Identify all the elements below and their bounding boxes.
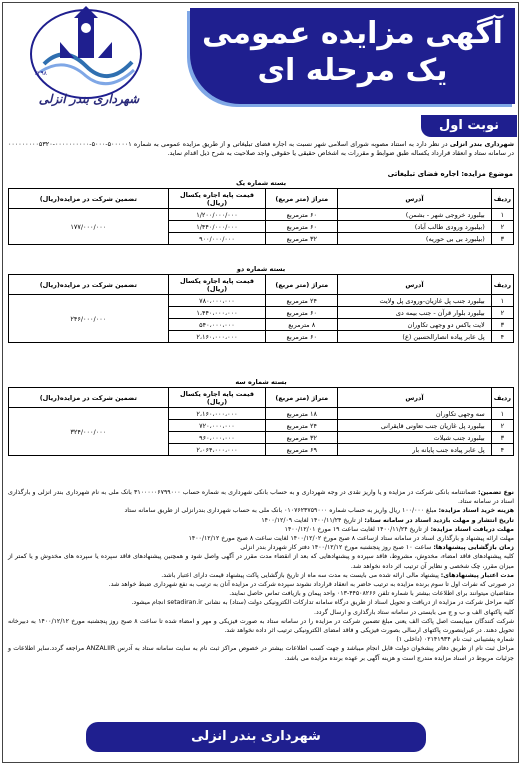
table-row: [9, 408, 514, 420]
cell-address: پل عابر پیاده انصارالحسین (ع): [338, 331, 492, 343]
package-3-table: [8, 387, 514, 456]
package-1-table: [8, 188, 514, 245]
cell-price: ۱/۲۰۰/۰۰۰/۰۰۰: [168, 209, 266, 221]
cell-no: ۲: [491, 307, 513, 319]
publish-date-paragraph: [8, 516, 514, 525]
cell-area: ۶۰ مترمربع: [266, 221, 338, 233]
cell-price: ۵۴۰،۰۰۰،۰۰۰: [168, 319, 266, 331]
cell-price: ۹۰۰/۰۰۰/۰۰۰: [168, 233, 266, 245]
cell-area: ۱۸ مترمربع: [266, 408, 338, 420]
table-row: [9, 295, 514, 307]
col-area: متراژ (متر مربع): [266, 275, 338, 295]
cell-address: لایت باکس دو وجهی تکاوران: [338, 319, 492, 331]
logo-caption: شهرداری بندر انزلی: [38, 92, 140, 106]
document-deadline-label: مهلت دریافت اسناد مزایده:: [430, 525, 514, 533]
cell-address: پل عابر پیاده جنب پایانه بار: [338, 444, 492, 456]
cell-price: ۷۲۰،۰۰۰،۰۰۰: [168, 420, 266, 432]
publish-date-label: تاریخ انتشار و مهلت بازدید اسناد در سامانه ستاد:: [364, 516, 514, 524]
table-header-row: [9, 189, 514, 209]
cell-price: ۱،۴۴۰،۰۰۰،۰۰۰: [168, 307, 266, 319]
notice-body: [8, 488, 514, 663]
document-deadline-text: از تاریخ ۱۴۰۰/۱۱/۲۴ لغایت ساعت ۱۹ مورخ ۱۴۰۰/۱۲/۰۱: [284, 525, 431, 533]
col-address: آدرس: [338, 189, 492, 209]
cell-area: ۶۰ مترمربع: [266, 331, 338, 343]
municipality-logo: [4, 4, 174, 114]
intro-text: در نظر دارد به استناد مصوبه شورای اسلامی شهر نسبت به اجاره فضای تبلیغاتی و از طریق مزایده عمومی به شماره ۵۰۰۰۰۰۱-۵۰۰۰-۰۰۰۰۰۰۰۰۰۰-۰۰۰۰۰۰۰۰۰۵۳۲۰ در سامانه ستاد و انعقاد قرارداد یکساله طبق ضوابط و مقررات به اشخاص حقیقی یا حقوقی واجد صلاحیت به شرح ذیل اقدام نماید.: [8, 140, 514, 157]
table-row: [9, 209, 514, 221]
col-guarantee: تضمین شرکت در مزایده(ریال): [9, 388, 169, 408]
col-price: قیمت پایه اجاره یکسال (ریال): [168, 388, 266, 408]
cell-no: ۴: [491, 331, 513, 343]
cell-price: ۲،۱۶۰،۰۰۰،۰۰۰: [168, 408, 266, 420]
guarantee-type-text: ضمانتنامه بانکی شرکت در مزایده و یا واریز نقدی در وجه شهرداری و به حساب بانکی شهرداری به شماره حساب ۳۱۰۰۰۰۰۶۷۹۹۰۰۰ بانک ملی به نام شهرداری بندر انزلی و بارگذاری اسناد در سامانه ستاد.: [8, 489, 514, 506]
cell-price: ۱/۴۴۰/۰۰۰/۰۰۰: [168, 221, 266, 233]
cell-price: ۷۸۰،۰۰۰،۰۰۰: [168, 295, 266, 307]
logo-year: ۱۳۹۸: [34, 70, 47, 77]
submission-deadline-paragraph: مهلت ارائه پیشنهاد و بارگذاری اسناد در سامانه ستاد ازساعت ۸ صبح مورخ ۱۴۰۰/۱۲/۰۲ لغایت ساعت ۸ صبح مورخ ۱۴۰۰/۱۲/۱۲: [188, 535, 514, 543]
envelopes-paragraph: کلیه پاکتهای الف و ب و ج می بایستی در سامانه ستاد بارگذاری و ارسال گردد.: [313, 608, 514, 616]
title-line-1: آگهی مزایده عمومی: [202, 16, 503, 51]
col-area: متراژ (متر مربع): [266, 388, 338, 408]
col-price: قیمت پایه اجاره یکسال (ریال): [168, 189, 266, 209]
cell-no: ۴: [491, 444, 513, 456]
rejection-terms-paragraph: کلیه پیشنهادهای فاقد امضاء، مخدوش، مشروط، فاقد سپرده و پیشنهادهایی که بعد از انقضاء مدت مقرر در آگهی واصل شود و همچنین پیشنهادهای فاقد سپرده یا سپرده های مخدوش و یا کمتر از میزان مقرر، چک شخصی و نظایر آن ترتیب اثر داده نخواهد شد.: [8, 553, 514, 570]
cell-address: (بیلبورد ورودی طالب آباد): [338, 221, 492, 233]
guarantee-type-label: نوع تضمین:: [478, 489, 514, 496]
package-2-table: [8, 274, 514, 343]
cell-no: ۳: [491, 319, 513, 331]
document-fee-label: هزینه خرید اسناد مزایده:: [438, 507, 514, 515]
cell-area: ۶۹ مترمربع: [266, 444, 338, 456]
col-area: متراژ (متر مربع): [266, 189, 338, 209]
cell-area: ۲۴ مترمربع: [266, 420, 338, 432]
table-header-row: [9, 275, 514, 295]
cell-address: (بیلبورد بی بی حوریه): [338, 233, 492, 245]
cell-no: ۱: [491, 209, 513, 221]
validity-label: مدت اعتبار پیشنهادهای:: [440, 571, 514, 579]
cell-no: ۱: [491, 295, 513, 307]
cell-address: بیلبورد خروجی شهر - بشمن): [338, 209, 492, 221]
col-row: ردیف: [491, 275, 513, 295]
contact-paragraph: متقاضیان میتوانند برای اطلاعات بیشتر با شماره تلفن ۴۴۵۰۸۲۶۶-۰۱۳ واحد پیمان و بازیافت تماس حاصل نمایند.: [229, 590, 514, 598]
cell-no: ۲: [491, 420, 513, 432]
physical-delivery-paragraph: شرکت کنندگان میبایست اصل پاکت الف یعنی مبلغ تضمین شرکت در مزایده را در سامانه ستاد به صورت فیزیکی و مهر و امضاء شده تا ساعت ۸ صبح روز پنجشنبه مورخ ۱۴۰۰/۱۲/۱۲ به دبیرخانه تحویل دهند. در غیراینصورت پاکتهای ارسالی بصورت فیزیکی و فاقد امضای الکترونیکی ترتیب اثر داده نخواهد شد.: [8, 617, 515, 635]
col-row: ردیف: [491, 189, 513, 209]
col-price: قیمت پایه اجاره یکسال (ریال): [168, 275, 266, 295]
registration-paragraph: مراحل ثبت نام از طریق دفاتر پیشخوان دولت قابل انجام میباشد و جهت کسب اطلاعات بیشتر در خصوص مراکز ثبت نام به سایت سامانه ستاد به آدرس ANZALIIR مراجعه گردد.سایر اطلاعات و جزئیات مربوط در اسناد مزایده مندرج است و هزینه آگهی بر عهده برنده مزایده می باشد.: [8, 645, 514, 662]
cell-area: ۶۰ مترمربع: [266, 307, 338, 319]
table-header-row: [9, 388, 514, 408]
cell-no: ۳: [491, 233, 513, 245]
cell-area: ۶۰ مترمربع: [266, 209, 338, 221]
opening-time-label: زمان بازگشایی پیشنهادها:: [433, 544, 514, 552]
cell-price: ۲،۱۶۰،۰۰۰،۰۰۰: [168, 331, 266, 343]
cell-no: ۱: [491, 408, 513, 420]
validity-paragraph: [8, 571, 514, 580]
cell-area: ۲۴ مترمربع: [266, 295, 338, 307]
col-address: آدرس: [338, 388, 492, 408]
validity-text: پیشنهاد مالی ارائه شده می بایست به مدت سه ماه از تاریخ بازگشایی پاکت پیشنهاد قیمت دارای اعتبار باشد.: [161, 571, 441, 579]
intro-org: شهرداری بندر انزلی: [449, 140, 514, 148]
package-2-title: بسته شماره دو: [236, 265, 286, 273]
package-1-title: بسته شماره یک: [235, 179, 287, 187]
col-row: ردیف: [491, 388, 513, 408]
guarantee-type-paragraph: [8, 488, 514, 506]
cell-area: ۳۲ مترمربع: [266, 233, 338, 245]
cell-area: ۳۲ مترمربع: [266, 432, 338, 444]
opening-time-paragraph: [8, 543, 514, 552]
col-guarantee: تضمین شرکت در مزایده(ریال): [9, 189, 169, 209]
cell-no: ۳: [491, 432, 513, 444]
col-address: آدرس: [338, 275, 492, 295]
auction-subject: موضوع مزایده: اجاره فضای تبلیغاتی: [387, 170, 513, 178]
cell-price: ۲،۰۶۴،۰۰۰،۰۰۰: [168, 444, 266, 456]
cell-address: بیلبورد بلوار قرآن - جنب بیمه دی: [338, 307, 492, 319]
cell-area: ۸ مترمربع: [266, 319, 338, 331]
cell-address: بیلبورد جنب شیلات: [338, 432, 492, 444]
forfeit-paragraph: در صورتی که نفرات اول تا سوم برنده مزایده به ترتیب حاضر به انعقاد قرارداد نشوند سپرده شرکت در مزایده آنان به ترتیب به نفع شهرداری ضبط خواهد شد.: [108, 581, 514, 589]
support-phone-paragraph: شماره پشتیبانی ثبت نام ۰۲۱۴۱۹۳۴ (داخلی ۱): [396, 636, 514, 644]
intro-paragraph: [8, 140, 514, 158]
package-3-title: بسته شماره سه: [235, 378, 287, 386]
cell-no: ۲: [491, 221, 513, 233]
cell-guarantee: ۱۷۷/۰۰۰/۰۰۰: [9, 209, 169, 245]
cell-address: بیلبورد پل غازیان جنب تعاونی قایقرانی: [338, 420, 492, 432]
title-line-2: یک مرحله ای: [257, 53, 448, 88]
cell-guarantee: ۳۲۴/۰۰۰/۰۰۰: [9, 408, 169, 456]
setad-paragraph: کلیه مراحل شرکت در مزایده از دریافت و تحویل اسناد از طریق درگاه سامانه تدارکات الکترونیکی دولت (ستاد) به نشانی setadiran.ir انجام میشود.: [131, 599, 514, 607]
title-banner: [190, 8, 515, 104]
cell-guarantee: ۲۴۶/۰۰۰/۰۰۰: [9, 295, 169, 343]
cell-address: بیلبورد جنب پل غازیان-ورودی پل ولایت: [338, 295, 492, 307]
document-deadline-paragraph: [8, 525, 514, 534]
opening-time-text: ساعت ۱۰ صبح روز پنجشنبه مورخ ۱۴۰۰/۱۲/۱۲ دفتر کار شهردار بندر انزلی: [240, 544, 434, 552]
cell-price: ۹۶۰،۰۰۰،۰۰۰: [168, 432, 266, 444]
publish-date-text: از تاریخ ۱۴۰۰/۱۱/۲۴ لغایت ۱۴۰۰/۱۲/۰۹: [261, 516, 365, 524]
document-fee-text: مبلغ ۱۰۰/۰۰۰ ریال واریز به حساب شماره ۰۱۰۷۶۲۳۷۵۹۰۰۰ بانک ملی به حساب شهرداری بندرانزلی از طریق سامانه ستاد: [124, 507, 439, 515]
footer-banner: شهرداری بندر انزلی: [86, 722, 426, 752]
col-guarantee: تضمین شرکت در مزایده(ریال): [9, 275, 169, 295]
document-fee-paragraph: [8, 506, 514, 515]
turn-badge: نوبت اول: [421, 115, 517, 137]
cell-address: سه وجهی تکاوران: [338, 408, 492, 420]
